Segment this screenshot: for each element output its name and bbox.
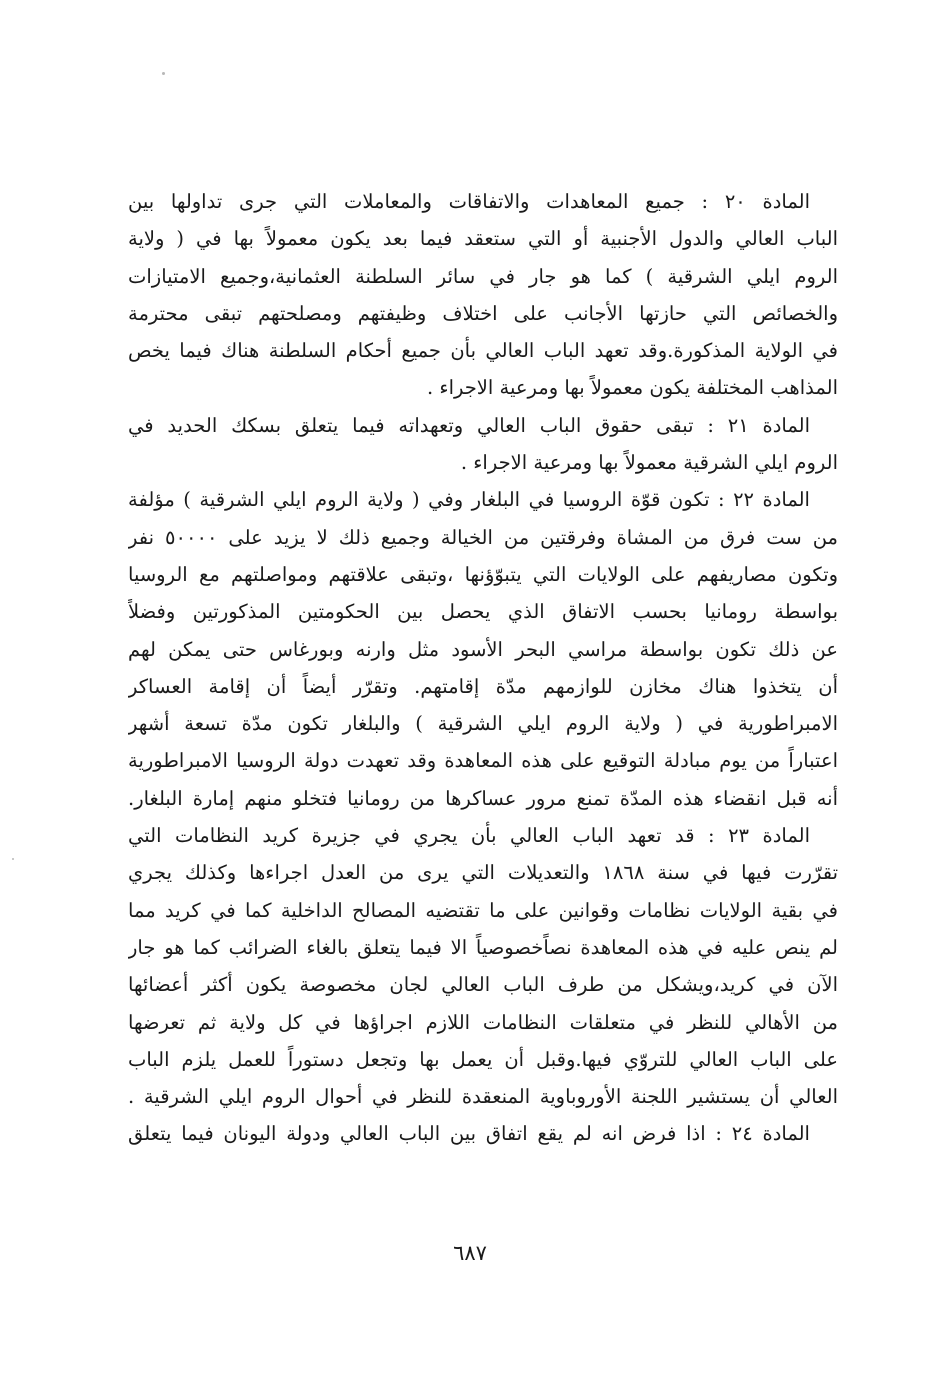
text-line: وتكون مصاريفهم على الولايات التي يتبوّؤنها ،وتبقى علاقتهم ومواصلتهم مع الروسيا xyxy=(128,562,838,586)
text-line: أنه قبل انقضاء هذه المدّة تمنع مرور عساكرها من رومانيا فتخلو منهم إمارة البلغار. xyxy=(128,786,838,810)
text-line: المادة ٢٢ : تكون قوّة الروسيا في البلغار وفي ( ولاية الروم ايلي الشرقية ) مؤلفة xyxy=(128,488,810,512)
text-line: تقرّرت فيها في سنة ١٨٦٨ والتعديلات التي يرى من العدل اجراءها وكذلك يجري xyxy=(128,861,838,885)
text-line: والخصائص التي حازتها الأجانب على اختلاف وظيفتهم ومصلحتهم تبقى محترمة xyxy=(128,301,838,325)
scan-speck xyxy=(12,858,14,860)
text-line: المادة ٢٠ : جميع المعاهدات والاتفاقات والمعاملات التي جرى تداولها بين xyxy=(128,190,810,213)
text-line: بواسطة رومانيا بحسب الاتفاق الذي يحصل بين الحكومتين المذكورتين وفضلاً xyxy=(128,600,838,624)
text-line: الروم ايلي الشرقية ) كما هو جار في سائر السلطنة العثمانية،وجميع الامتيازات xyxy=(128,264,838,288)
text-line: الآن في كريد،ويشكل من طرف الباب العالي لجان مخصوصة يكون أكثر أعضائها xyxy=(128,973,838,997)
text-line: أن يتخذوا هناك مخازن للوازمهم مدّة إقامتهم. وتقرّر أيضاً أن إقامة العساكر xyxy=(128,674,838,698)
text-line: في بقية الولايات نظامات وقوانين على ما تقتضيه المصالح الداخلية كما في كريد مما xyxy=(128,898,838,922)
text-line: عن ذلك تكون بواسطة مراسي البحر الأسود مثل وارنه وبورغاس حتى يمكن لهم xyxy=(128,637,838,661)
scan-speck xyxy=(162,72,165,75)
text-line: اعتباراً من يوم مبادلة التوقيع على هذه المعاهدة وقد تعهدت دولة الروسيا الامبراطورية xyxy=(128,749,838,773)
document-body xyxy=(128,183,838,1153)
text-line: من ست فرق من المشاة وفرقتين من الخيالة وجميع ذلك لا يزيد على ٥٠٠٠٠ نفر xyxy=(128,525,838,549)
text-line: المذاهب المختلفة يكون معمولاً بها ومرعية الاجراء . xyxy=(427,376,838,400)
text-line: في الولاية المذكورة.وقد تعهد الباب العالي بأن جميع أحكام السلطنة هناك فيما يخص xyxy=(128,339,838,363)
text-line: الباب العالي والدول الأجنبية أو التي ستعقد فيما بعد يكون معمولاً بها في ( ولاية xyxy=(128,227,838,251)
text-line: العالي أن يستشير اللجنة الأوروباوية المنعقدة للنظر في أحوال الروم ايلي الشرقية . xyxy=(128,1085,838,1109)
text-line: على الباب العالي للتروّي فيها.وقبل أن يعمل بها وتجعل دستوراً للعمل يلزم الباب xyxy=(128,1047,838,1071)
text-line: المادة ٢٤ : اذا فرض انه لم يقع اتفاق بين الباب العالي ودولة اليونان فيما يتعلق xyxy=(128,1122,810,1146)
text-line: الروم ايلي الشرقية معمولاً بها ومرعية الاجراء . xyxy=(460,451,838,475)
text-line: الامبراطورية في ( ولاية الروم ايلي الشرقية ) والبلغار تكون مدّة تسعة أشهر xyxy=(128,712,838,736)
text-line: من الأهالي للنظر في متعلقات النظامات اللازم اجراؤها في كل ولاية ثم تعرضها xyxy=(128,1010,838,1034)
page-number: ٦٨٧ xyxy=(453,1241,487,1265)
text-line: المادة ٢٣ : قد تعهد الباب العالي بأن يجري في جزيرة كريد النظامات التي xyxy=(128,824,810,848)
text-line: المادة ٢١ : تبقى حقوق الباب العالي وتعهداته فيما يتعلق بسكك الحديد في xyxy=(128,413,810,437)
text-line: لم ينص عليه في هذه المعاهدة نصاًخصوصياً الا فيما يتعلق بالغاء الضرائب كما هو جار xyxy=(128,935,838,959)
